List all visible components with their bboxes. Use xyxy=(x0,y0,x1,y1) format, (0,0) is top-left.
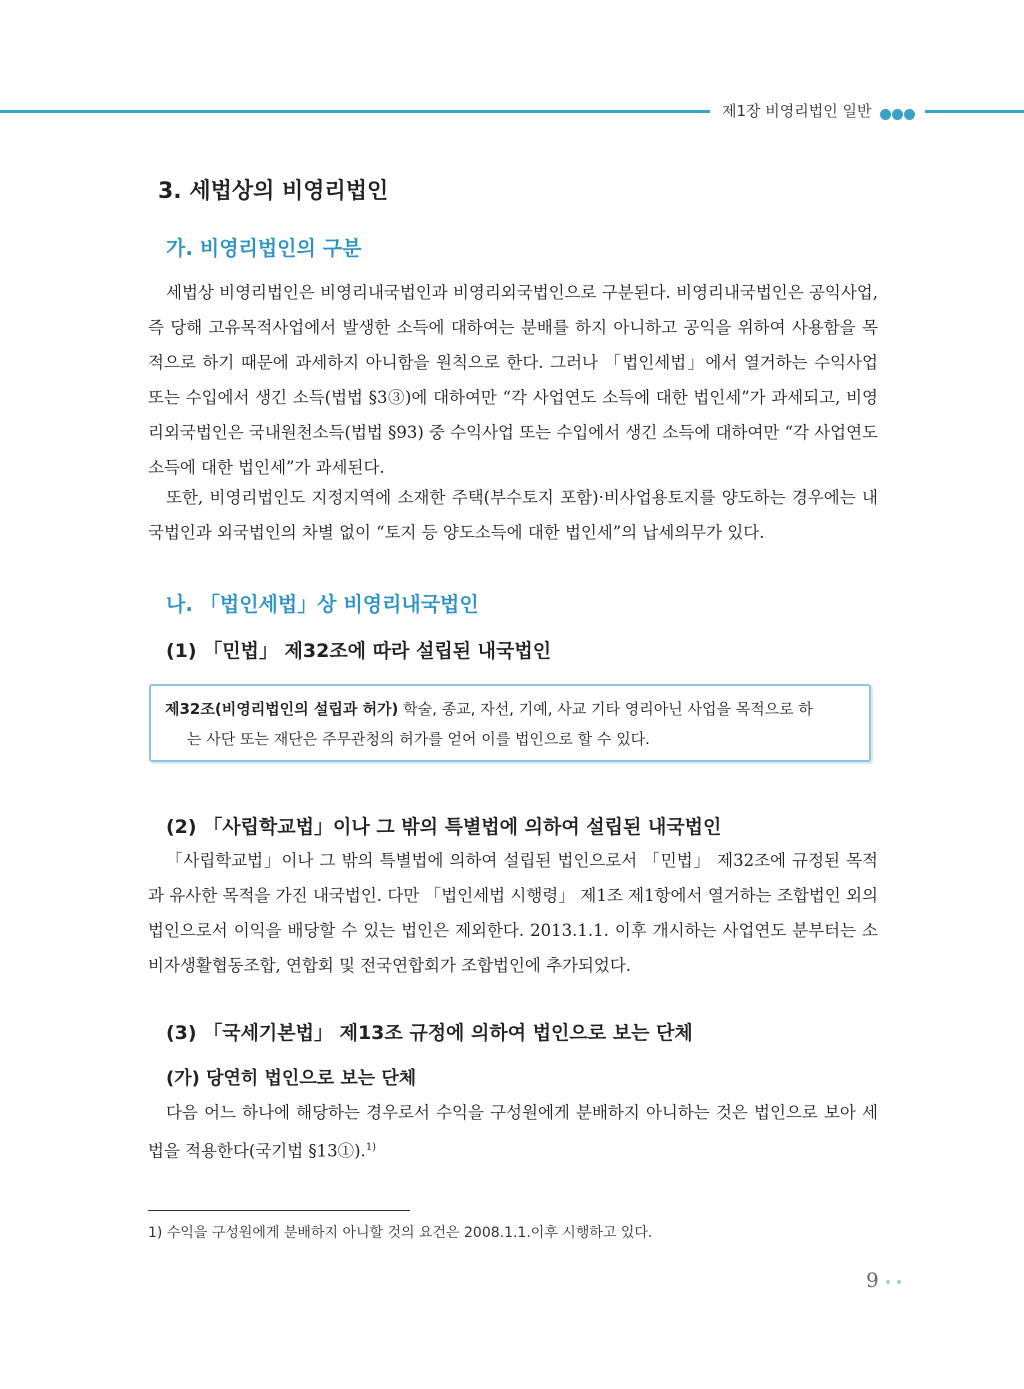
footnote-ref[interactable]: 1) xyxy=(365,1142,377,1153)
quote-text-1: 학술, 종교, 자선, 기예, 사교 기타 영리아닌 사업을 목적으로 하 xyxy=(398,700,813,718)
item3-title: (3) 「국세기본법」 제13조 규정에 의하여 법인으로 보는 단체 xyxy=(166,1022,693,1044)
civil-code-article-box xyxy=(149,684,871,762)
header-dots-icon xyxy=(880,105,916,124)
footnote-divider xyxy=(148,1210,410,1211)
subsection-a-paragraph-1: 세법상 비영리법인은 비영리내국법인과 비영리외국법인으로 구분된다. 비영리내국법인은 공익사업, 즉 당해 고유목적사업에서 발생한 소득에 대하여는 분배를 하지 아니하고 공익을 위하여 사용함을 목적으로 하기 때문에 과세하지 아니함을 원칙으로 한다. 그러나 「법인세법」에서 열거하는 수익사업 또는 수입에서 생긴 소득(법법 §3③)에 대하여만 “각 사업연도 소득에 대한 법인세”가 과세되고, 비영리외국법인은 국내원천소득(법법 §93) 중 수익사업 또는 수입에서 생긴 소득에 대하여만 “각 사업연도 소득에 대한 법인세”가 과세된다. xyxy=(148,283,878,477)
quote-line-1 xyxy=(165,694,855,724)
subsection-a-paragraph-2: 또한, 비영리법인도 지정지역에 소재한 주택(부수토지 포함)·비사업용토지를 양도하는 경우에는 내국법인과 외국법인의 차별 없이 “토지 등 양도소득에 대한 법인세”의 납세의무가 있다. xyxy=(148,488,878,542)
dot-icon xyxy=(897,1280,901,1284)
dot-icon xyxy=(904,109,915,120)
subsection-b-title: 나. 「법인세법」상 비영리내국법인 xyxy=(166,592,479,616)
header-rule-right xyxy=(925,110,1024,113)
dot-icon xyxy=(886,1280,890,1284)
page-number-value: 9 xyxy=(866,1268,879,1292)
section-title: 3. 세법상의 비영리법인 xyxy=(158,179,389,204)
item3-subtitle: (가) 당연히 법인으로 보는 단체 xyxy=(166,1068,417,1089)
quote-heading: 제32조(비영리법인의 설립과 허가) xyxy=(165,700,399,718)
item1-title: (1) 「민법」 제32조에 따라 설립된 내국법인 xyxy=(166,640,552,662)
dot-icon xyxy=(880,109,891,120)
header-rule-left xyxy=(0,110,710,113)
running-header-title: 제1장 비영리법인 일반 xyxy=(722,102,872,120)
item3-paragraph-text: 다음 어느 하나에 해당하는 경우로서 수익을 구성원에게 분배하지 아니하는 것은 법인으로 보아 세법을 적용한다(국기법 §13①). xyxy=(148,1103,878,1161)
item3-paragraph xyxy=(148,1095,878,1169)
item2-paragraph: 「사립학교법」이나 그 밖의 특별법에 의하여 설립된 법인으로서 「민법」 제32조에 규정된 목적과 유사한 목적을 가진 내국법인. 다만 「법인세법 시행령」 제1조 제1항에서 열거하는 조합법인 외의 법인으로서 이익을 배당할 수 있는 법인은 제외한다. 2013.1.1. 이후 개시하는 사업연도 분부터는 소비자생활협동조합, 연합회 및 전국연합회가 조합법인에 추가되었다. xyxy=(148,851,878,975)
item2-title: (2) 「사립학교법」이나 그 밖의 특별법에 의하여 설립된 내국법인 xyxy=(166,816,722,838)
quote-line-2: 는 사단 또는 재단은 주무관청의 허가를 얻어 이를 법인으로 할 수 있다. xyxy=(187,730,650,748)
footnote-text: 1) 수익을 구성원에게 분배하지 아니할 것의 요건은 2008.1.1.이후 시행하고 있다. xyxy=(148,1225,653,1241)
subsection-a-title: 가. 비영리법인의 구분 xyxy=(166,236,362,260)
dot-icon xyxy=(892,109,903,120)
page-number xyxy=(866,1268,901,1292)
